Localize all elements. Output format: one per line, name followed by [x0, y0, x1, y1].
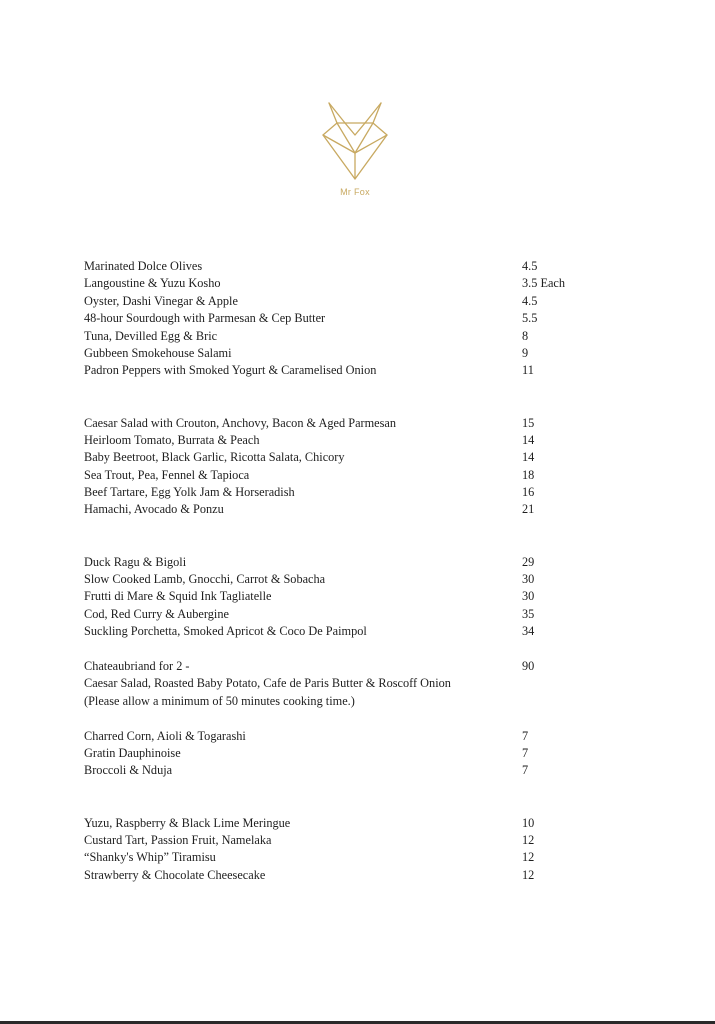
dish-price: 7 — [522, 745, 529, 760]
dish-price: 35 — [522, 606, 535, 621]
dish-note: (Please allow a minimum of 50 minutes cooking time.) — [84, 693, 355, 708]
list-item — [84, 362, 604, 379]
dish-name: Yuzu, Raspberry & Black Lime Meringue — [84, 815, 291, 830]
section-spacer — [84, 380, 604, 415]
menu-section-chateaubriand — [84, 658, 604, 710]
dish-name: Chateaubriand for 2 - — [84, 659, 190, 674]
list-item — [84, 832, 604, 849]
dish-price: 9 — [522, 345, 529, 360]
dish-name: Caesar Salad with Crouton, Anchovy, Bacon & Aged Parmesan — [84, 415, 397, 430]
list-item — [84, 571, 604, 588]
section-spacer — [84, 710, 604, 727]
dish-price: 21 — [522, 502, 535, 517]
menu-section-mains — [84, 554, 604, 641]
list-item — [84, 345, 604, 362]
dish-name: Marinated Dolce Olives — [84, 259, 203, 273]
list-item — [84, 449, 604, 466]
brand-logo — [315, 95, 395, 205]
list-item — [84, 762, 604, 779]
list-item — [84, 623, 604, 640]
dish-price: 8 — [522, 328, 529, 343]
dish-price: 12 — [522, 867, 535, 882]
menu-section-starters — [84, 415, 604, 519]
dish-price: 90 — [522, 659, 535, 674]
dish-details: Caesar Salad, Roasted Baby Potato, Cafe de Paris Butter & Roscoff Onion — [84, 676, 451, 691]
list-item — [84, 258, 604, 275]
menu-section-sides — [84, 728, 604, 780]
fox-head-geometric-icon — [315, 95, 395, 185]
dish-name: Heirloom Tomato, Burrata & Peach — [84, 432, 260, 447]
dish-price: 34 — [522, 624, 535, 639]
dish-name: Padron Peppers with Smoked Yogurt & Caramelised Onion — [84, 363, 377, 378]
list-item — [84, 606, 604, 623]
dish-name: Tuna, Devilled Egg & Bric — [84, 328, 218, 343]
dish-name: Charred Corn, Aioli & Togarashi — [84, 728, 246, 743]
list-item — [84, 849, 604, 866]
list-item — [84, 275, 604, 292]
dish-name: Hamachi, Avocado & Ponzu — [84, 502, 224, 517]
list-item — [84, 310, 604, 327]
dish-name: Custard Tart, Passion Fruit, Namelaka — [84, 832, 272, 847]
dish-price: 30 — [522, 589, 535, 604]
dish-name: Slow Cooked Lamb, Gnocchi, Carrot & Sobacha — [84, 572, 326, 587]
section-spacer — [84, 519, 604, 554]
dish-price: 7 — [522, 728, 529, 743]
list-item — [84, 293, 604, 310]
dish-price: 14 — [522, 432, 535, 447]
dish-name: Gratin Dauphinoise — [84, 745, 181, 760]
menu — [84, 258, 604, 884]
menu-section-snacks — [84, 258, 604, 380]
dish-name: 48-hour Sourdough with Parmesan & Cep Butter — [84, 311, 326, 326]
dish-name: Sea Trout, Pea, Fennel & Tapioca — [84, 467, 250, 482]
dish-name: Cod, Red Curry & Aubergine — [84, 606, 229, 621]
dish-price: 16 — [522, 485, 535, 500]
dish-name: Oyster, Dashi Vinegar & Apple — [84, 293, 238, 308]
list-item — [84, 415, 604, 432]
dish-price: 29 — [522, 554, 535, 569]
dish-price: 15 — [522, 415, 535, 430]
menu-section-desserts — [84, 815, 604, 885]
dish-name: Langoustine & Yuzu Kosho — [84, 276, 221, 291]
list-item — [84, 501, 604, 518]
list-item — [84, 745, 604, 762]
list-item — [84, 728, 604, 745]
list-item — [84, 484, 604, 501]
list-item — [84, 815, 604, 832]
dish-price: 10 — [522, 815, 535, 830]
dish-price: 18 — [522, 467, 535, 482]
list-item — [84, 658, 604, 675]
list-item — [84, 432, 604, 449]
dish-name: Broccoli & Nduja — [84, 763, 173, 778]
dish-name: Frutti di Mare & Squid Ink Tagliatelle — [84, 589, 272, 604]
dish-name: “Shanky's Whip” Tiramisu — [84, 850, 216, 865]
brand-name: Mr Fox — [340, 187, 370, 197]
dish-price: 4.5 — [522, 293, 538, 308]
section-spacer — [84, 641, 604, 658]
dish-name: Beef Tartare, Egg Yolk Jam & Horseradish — [84, 485, 295, 500]
section-spacer — [84, 780, 604, 815]
dish-name: Gubbeen Smokehouse Salami — [84, 345, 232, 360]
list-item — [84, 867, 604, 884]
dish-price: 12 — [522, 850, 535, 865]
dish-price: 11 — [522, 363, 534, 378]
dish-price: 14 — [522, 450, 535, 465]
dish-price: 7 — [522, 763, 529, 778]
dish-name: Suckling Porchetta, Smoked Apricot & Coco De Paimpol — [84, 624, 367, 639]
list-item — [84, 467, 604, 484]
list-item — [84, 554, 604, 571]
dish-price: 30 — [522, 572, 535, 587]
dish-name: Baby Beetroot, Black Garlic, Ricotta Salata, Chicory — [84, 450, 345, 465]
dish-name: Strawberry & Chocolate Cheesecake — [84, 867, 266, 882]
dish-price: 5.5 — [522, 311, 538, 326]
dish-price: 12 — [522, 832, 535, 847]
list-item — [84, 328, 604, 345]
dish-price: 3.5 Each — [522, 276, 566, 291]
dish-name: Duck Ragu & Bigoli — [84, 554, 187, 569]
dish-price: 4.5 — [522, 259, 538, 273]
list-item — [84, 588, 604, 605]
